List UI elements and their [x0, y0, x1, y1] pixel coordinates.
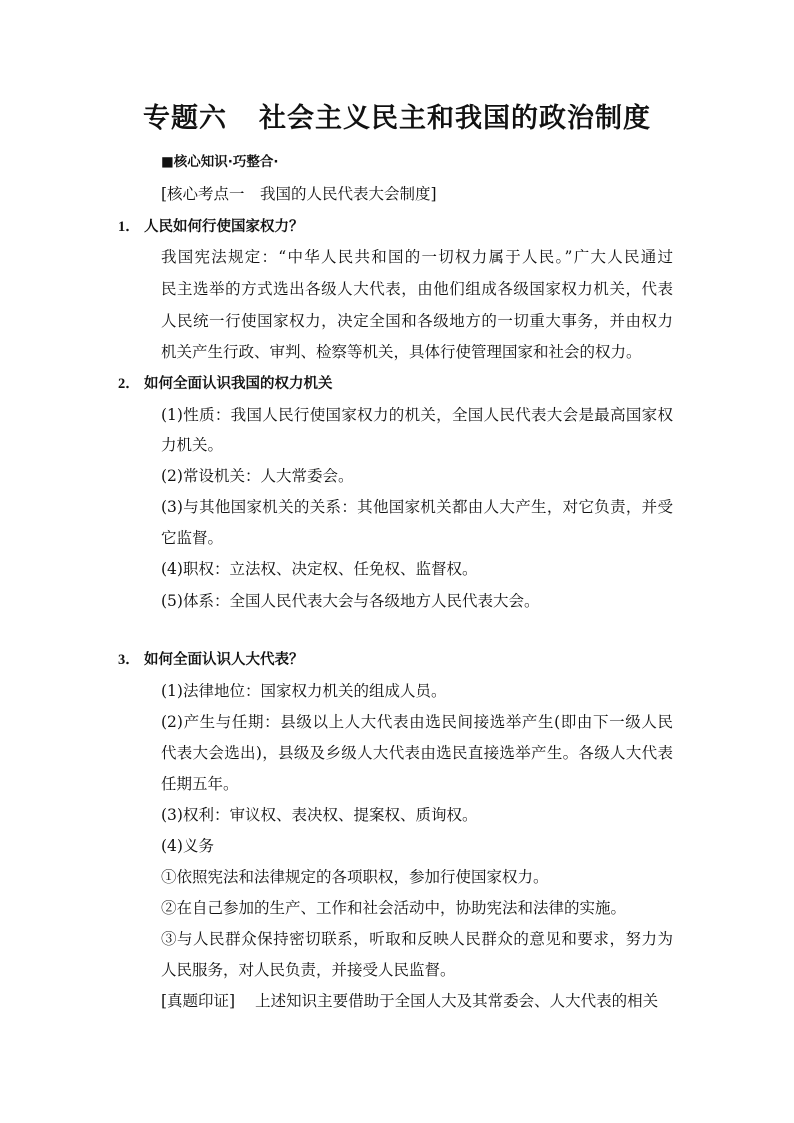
title-topic-number: 专题六 [143, 103, 227, 134]
paragraph-line: (2)产生与任期：县级以上人大代表由选民间接选举产生(即由下一级人民 [161, 713, 673, 731]
point-title: [核心考点一 我国的人民代表大会制度] [161, 185, 437, 203]
paragraph-line: ①依照宪法和法律规定的各项职权，参加行使国家权力。 [161, 868, 549, 886]
paragraph-line: 机关产生行政、审判、检察等机关，具体行使管理国家和社会的权力。 [161, 343, 642, 361]
paragraph-line: (3)与其他国家机关的关系：其他国家机关都由人大产生，对它负责，并受 [161, 498, 673, 516]
paragraph-line: 代表大会选出)，县级及乡级人大代表由选民直接选举产生。各级人大代表 [161, 744, 673, 762]
question-number: 1． [118, 219, 140, 235]
evidence-line [161, 991, 658, 1011]
question-2-heading [118, 374, 333, 394]
paragraph-line: (3)权利：审议权、表决权、提案权、质询权。 [161, 806, 478, 824]
question-number: 3． [118, 652, 140, 668]
paragraph-line: (2)常设机关：人大常委会。 [161, 467, 354, 485]
paragraph-line: (5)体系：全国人民代表大会与各级地方人民代表大会。 [161, 592, 540, 610]
paragraph-line: (1)性质：我国人民行使国家权力的机关，全国人民代表大会是最高国家权 [161, 406, 673, 424]
paragraph-line: 力机关。 [161, 436, 224, 454]
evidence-label: [真题印证] [161, 992, 236, 1010]
question-1-heading [118, 217, 304, 237]
paragraph-line: (4)职权：立法权、决定权、任免权、监督权。 [161, 560, 478, 578]
paragraph-line: 人民服务，对人民负责，并接受人民监督。 [161, 961, 456, 979]
question-number: 2． [118, 376, 140, 392]
title-topic-name: 社会主义民主和我国的政治制度 [259, 103, 651, 134]
question-text: 如何全面认识我国的权力机关 [144, 376, 333, 392]
paragraph-line: ②在自己参加的生产、工作和社会活动中，协助宪法和法律的实施。 [161, 899, 627, 917]
paragraph-line: 民主选举的方式选出各级人大代表，由他们组成各级国家权力机关，代表 [161, 280, 673, 298]
paragraph-line: 我国宪法规定：“中华人民共和国的一切权力属于人民。”广大人民通过 [161, 248, 673, 266]
evidence-text: 上述知识主要借助于全国人大及其常委会、人大代表的相关 [255, 992, 659, 1010]
section-heading: ■核心知识·巧整合· [161, 154, 279, 170]
question-text: 如何全面认识人大代表？ [144, 652, 304, 668]
paragraph-line: ③与人民群众保持密切联系，听取和反映人民群众的意见和要求，努力为 [161, 930, 673, 948]
question-3-heading [118, 650, 304, 670]
paragraph-line: (1)法律地位：国家权力机关的组成人员。 [161, 682, 447, 700]
question-text: 人民如何行使国家权力？ [144, 219, 304, 235]
paragraph-line: 它监督。 [161, 529, 224, 547]
page-title [0, 96, 794, 135]
paragraph-line: 任期五年。 [161, 775, 239, 793]
paragraph-line: 人民统一行使国家权力，决定全国和各级地方的一切重大事务，并由权力 [161, 312, 673, 330]
paragraph-line: (4)义务 [161, 837, 214, 855]
